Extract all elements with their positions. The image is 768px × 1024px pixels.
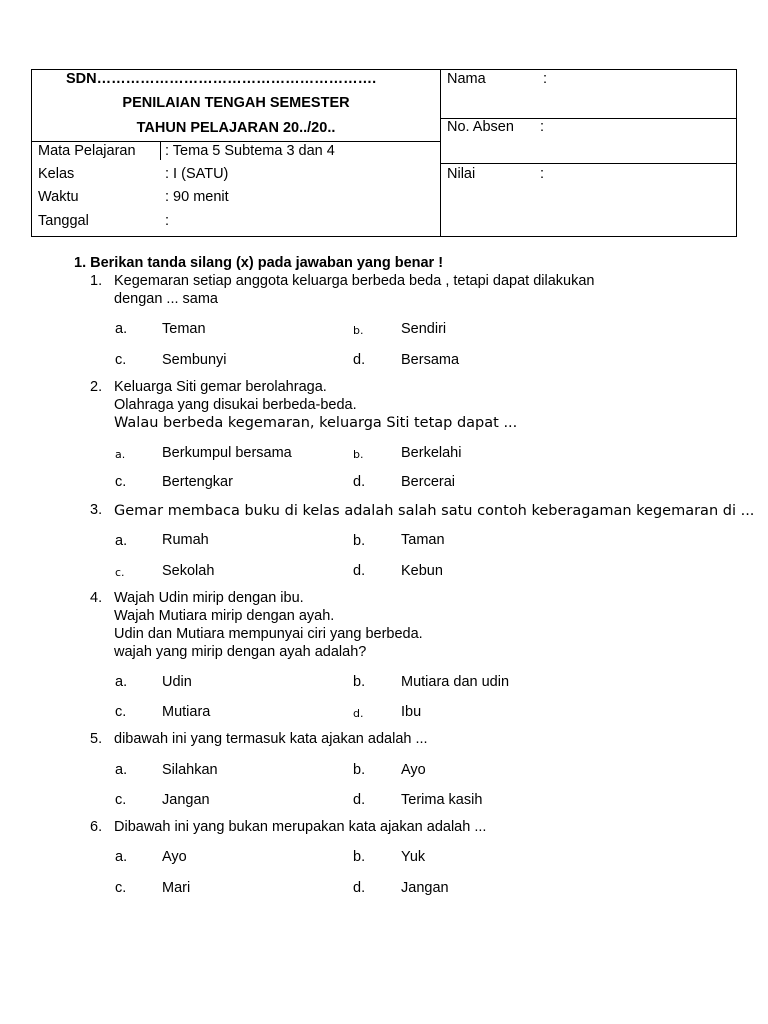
option-letter: a.: [115, 762, 128, 778]
question-number: 5.: [90, 731, 103, 747]
option-text: Terima kasih: [401, 792, 483, 808]
option-text: Mari: [162, 880, 191, 896]
option-letter: b.: [353, 762, 366, 778]
question-text: wajah yang mirip dengan ayah adalah?: [114, 644, 367, 660]
question-number: 1.: [90, 273, 103, 289]
option-text: Yuk: [401, 849, 426, 865]
header-divider-right-2: [440, 163, 737, 164]
option-text: Berkelahi: [401, 445, 462, 461]
option-text: Mutiara dan udin: [401, 674, 510, 690]
question-text: Wajah Mutiara mirip dengan ayah.: [114, 608, 335, 624]
field-value-class: : I (SATU): [165, 166, 229, 182]
question-text: Walau berbeda kegemaran, keluarga Siti tetap dapat ...: [114, 415, 518, 431]
option-text: Sekolah: [162, 563, 215, 579]
field-label-time: Waktu: [38, 189, 79, 205]
question-text: Udin dan Mutiara mempunyai ciri yang berbeda.: [114, 626, 423, 642]
option-letter: d.: [353, 352, 366, 368]
option-text: Silahkan: [162, 762, 218, 778]
option-text: Bersama: [401, 352, 460, 368]
question-number: 3.: [90, 502, 103, 518]
subject-divider: [160, 141, 161, 160]
name-colon: :: [543, 71, 548, 87]
absen-label: No. Absen: [447, 119, 514, 135]
option-letter: d.: [353, 563, 366, 579]
question-number: 4.: [90, 590, 103, 606]
question-text: Wajah Udin mirip dengan ibu.: [114, 590, 304, 606]
score-colon: :: [540, 166, 545, 182]
question-text: dengan ... sama: [114, 291, 218, 307]
option-text: Bertengkar: [162, 474, 233, 490]
section-heading: 1. Berikan tanda silang (x) pada jawaban yang benar !: [74, 255, 444, 271]
option-text: Sembunyi: [162, 352, 227, 368]
exam-title: PENILAIAN TENGAH SEMESTER: [122, 95, 350, 111]
field-label-date: Tanggal: [38, 213, 89, 229]
academic-year: TAHUN PELAJARAN 20../20..: [136, 120, 336, 136]
question-text: dibawah ini yang termasuk kata ajakan adalah ...: [114, 731, 428, 747]
question-text: Olahraga yang disukai berbeda-beda.: [114, 397, 357, 413]
option-text: Ayo: [401, 762, 426, 778]
name-label: Nama: [447, 71, 486, 87]
option-letter: d.: [353, 792, 366, 808]
option-letter: a.: [115, 849, 128, 865]
option-text: Teman: [162, 321, 206, 337]
field-label-class: Kelas: [38, 166, 75, 182]
absen-colon: :: [540, 119, 545, 135]
option-letter: d.: [353, 880, 366, 896]
field-label-subject: Mata Pelajaran: [38, 143, 136, 159]
header-divider-vertical: [440, 69, 441, 237]
question-number: 2.: [90, 379, 103, 395]
option-letter: a.: [115, 448, 126, 461]
option-letter: a.: [115, 533, 128, 549]
field-value-subject: : Tema 5 Subtema 3 dan 4: [165, 143, 335, 159]
option-letter: c.: [115, 792, 127, 808]
option-letter: b.: [353, 324, 364, 337]
option-letter: d.: [353, 707, 364, 720]
option-letter: c.: [115, 474, 127, 490]
option-letter: b.: [353, 533, 366, 549]
question-text: Kegemaran setiap anggota keluarga berbeda beda , tetapi dapat dilakukan: [114, 273, 595, 289]
option-text: Sendiri: [401, 321, 447, 337]
option-text: Mutiara: [162, 704, 211, 720]
option-letter: c.: [115, 566, 125, 579]
option-text: Ayo: [162, 849, 187, 865]
option-text: Ibu: [401, 704, 422, 720]
option-text: Taman: [401, 532, 445, 548]
option-text: Udin: [162, 674, 192, 690]
option-text: Jangan: [401, 880, 449, 896]
option-letter: b.: [353, 674, 366, 690]
option-text: Berkumpul bersama: [162, 445, 292, 461]
option-letter: b.: [353, 849, 366, 865]
field-value-time: : 90 menit: [165, 189, 229, 205]
option-letter: c.: [115, 704, 127, 720]
option-text: Bercerai: [401, 474, 455, 490]
school-name: SDN………………………………………………….: [66, 71, 377, 87]
field-value-date: :: [165, 213, 170, 229]
option-text: Rumah: [162, 532, 209, 548]
question-text: Keluarga Siti gemar berolahraga.: [114, 379, 327, 395]
option-letter: b.: [353, 448, 364, 461]
option-letter: c.: [115, 880, 127, 896]
question-number: 6.: [90, 819, 103, 835]
option-text: Jangan: [162, 792, 210, 808]
question-text: Gemar membaca buku di kelas adalah salah satu contoh keberagaman kegemaran di ...: [114, 503, 755, 519]
option-text: Kebun: [401, 563, 443, 579]
option-letter: a.: [115, 321, 128, 337]
score-label: Nilai: [447, 166, 476, 182]
question-text: Dibawah ini yang bukan merupakan kata ajakan adalah ...: [114, 819, 487, 835]
option-letter: d.: [353, 474, 366, 490]
option-letter: c.: [115, 352, 127, 368]
option-letter: a.: [115, 674, 128, 690]
